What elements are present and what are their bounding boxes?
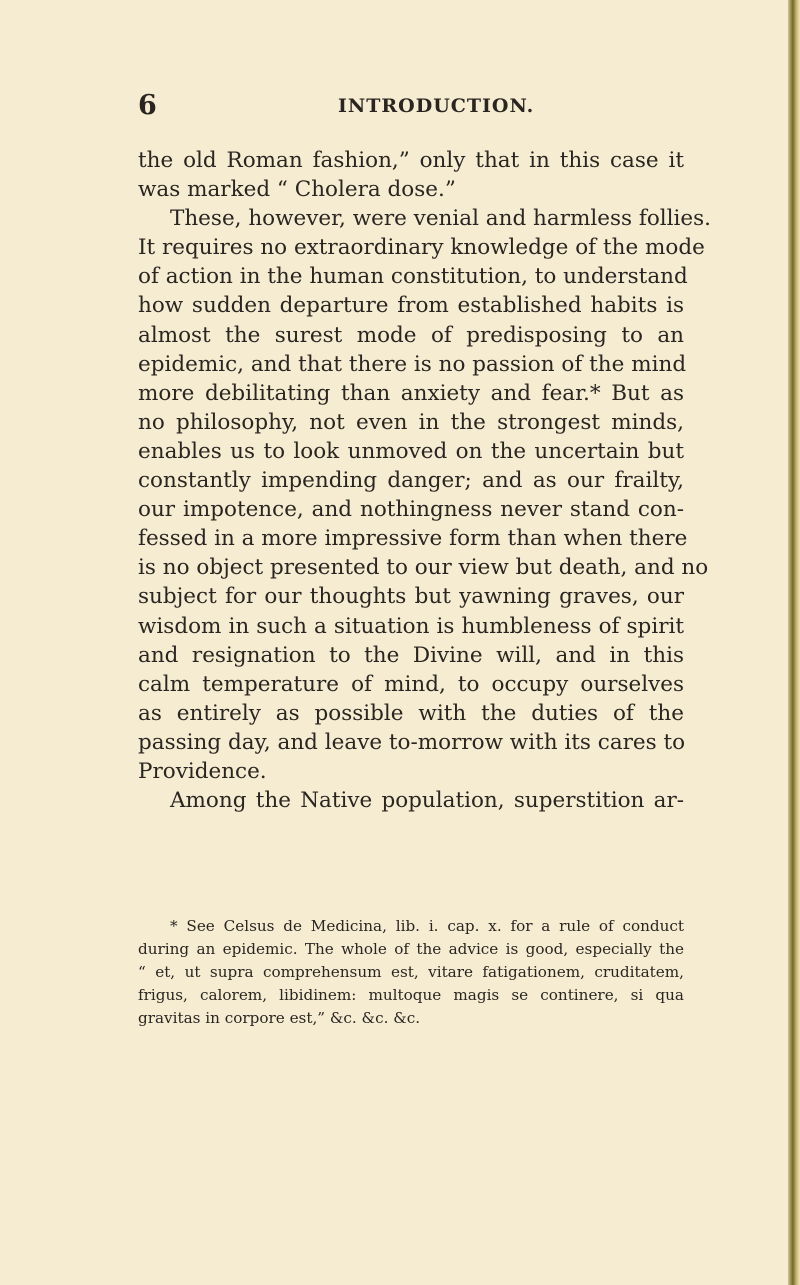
body-line: These, however, were venial and harmless follies. (170, 206, 712, 232)
body-line: Among the Native population, superstition ar- (170, 788, 684, 814)
body-line: is no object presented to our view but death, and no (138, 555, 709, 581)
body-line: our impotence, and nothingness never stand con- (138, 497, 684, 523)
footnote (138, 915, 684, 1030)
body-line: calm temperature of mind, to occupy ourselves (138, 671, 684, 697)
body-line: passing day, and leave to-morrow with its cares to (138, 729, 686, 755)
running-head: INTRODUCTION. (338, 95, 535, 117)
body-line: and resignation to the Divine will, and in this (138, 642, 684, 668)
body-line: wisdom in such a situation is humbleness of spirit (138, 613, 684, 639)
body-line: of action in the human constitution, to understand (138, 264, 688, 290)
body-line: It requires no extraordinary knowledge of the mode (138, 235, 705, 261)
body-text (138, 146, 712, 815)
body-line: enables us to look unmoved on the uncertain but (138, 438, 684, 464)
body-line: no philosophy, not even in the strongest minds, (138, 409, 684, 435)
footnote-line: * See Celsus de Medicina, lib. i. cap. x. for a rule of conduct (170, 917, 684, 935)
body-line: how sudden departure from established habits is (138, 293, 684, 319)
page-header (138, 88, 678, 128)
footnote-line: “ et, ut supra comprehensum est, vitare fatigationem, cruditatem, (138, 963, 684, 982)
body-line: Providence. (138, 758, 267, 784)
body-line: epidemic, and that there is no passion of the mind (138, 351, 687, 377)
body-line: subject for our thoughts but yawning graves, our (138, 584, 684, 610)
body-line: constantly impending danger; and as our frailty, (138, 468, 684, 494)
body-line: more debilitating than anxiety and fear.* But as (138, 380, 684, 406)
body-line: was marked “ Cholera dose.” (138, 177, 456, 203)
body-line: as entirely as possible with the duties of the (138, 700, 684, 726)
body-line: fessed in a more impressive form than when there (138, 526, 688, 552)
page-number: 6 (138, 90, 157, 121)
body-line: the old Roman fashion,” only that in this case it (138, 148, 684, 173)
footnote-line: gravitas in corpore est,” &c. &c. &c. (138, 1009, 421, 1028)
page-edge (788, 0, 800, 1285)
footnote-line: during an epidemic. The whole of the advice is good, especially the (138, 940, 684, 959)
footnote-line: frigus, calorem, libidinem: multoque magis se continere, si qua (138, 986, 684, 1005)
body-line: almost the surest mode of predisposing to an (138, 322, 684, 348)
